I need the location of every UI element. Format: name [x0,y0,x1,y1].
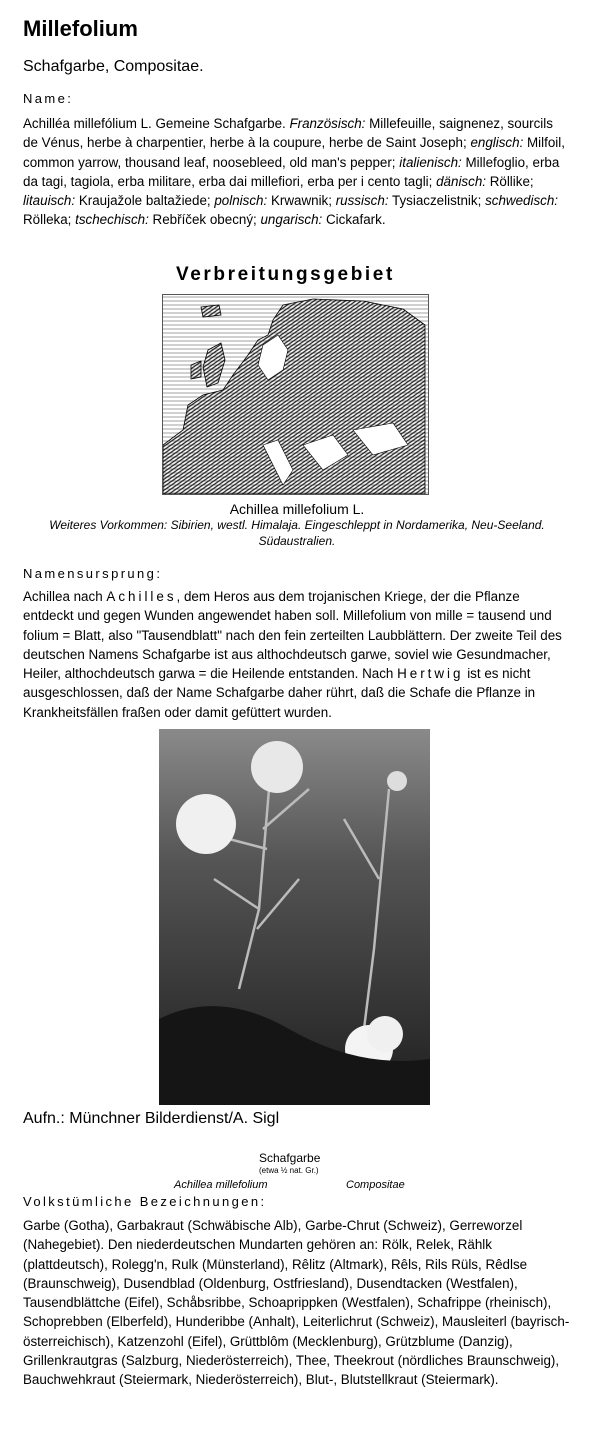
names-english: Milfoil, common yarrow, thousand leaf, noosebleed, old man's pepper; [23,135,565,170]
label-danish: dänisch: [436,173,486,189]
plant-latin: Achillea millefolium [174,1179,268,1191]
names-lithuanian: Kraujažole baltažiede; [78,193,211,209]
map-note: Weiteres Vorkommen: Sibirien, westl. Himalaja. Eingeschleppt in Nordamerika, Neu-Seeland. Südaustralien. [49,518,545,548]
names-french: Millefeuille, saignenez, sourcils de Vénus, herbe à charpentier, herbe à la coupure, herbe de Saint Joseph; [23,116,553,151]
names-danish: Röllike; [489,173,534,189]
origin-heading: Namensursprung: [23,566,163,581]
label-french: Französisch: [289,116,366,131]
name-paragraph [23,114,571,230]
distribution-heading: Verbreitungsgebiet [176,264,395,285]
origin-text-3: ist es nicht ausgeschlossen, daß der Name Schafgarbe daher rührt, daß die Schafe die Pflanze in Krankheitsfällen fraßen oder damit gefüttert wurden. [23,666,536,720]
names-czech: Rebříček obecný; [152,212,257,228]
label-english: englisch: [470,135,524,151]
label-polish: polnisch: [214,193,268,209]
latin-name: Achilléa millefólium L. Gemeine Schafgarbe. [23,116,286,131]
names-hungarian: Cickafark. [326,212,386,228]
origin-text-2: , dem Heros aus dem trojanischen Kriege, der die Pflanze entdeckt und gegen Wunden angewendet haben soll. Millefolium von mille = tausend und folium = Blatt, also "Tausendblatt" nach den fein zerteilten Laubblättern. Der zweite Teil des deutschen Namens Schafgarbe ist aus althochdeutsch garwe, soviel wie Gesundmacher, Heiler, althochdeutsch garwa = die Heilende entstanden. Nach [23,589,562,682]
page-title: Millefolium [23,16,138,41]
yarrow-photo-graphic [159,729,430,1105]
origin-hertwig: Hertwig [397,666,464,682]
names-russian: Tysiaczelistnik; [392,193,482,209]
label-russian: russisch: [335,193,389,209]
europe-map-graphic [163,295,428,494]
names-polish: Krwawnik; [270,193,332,209]
origin-text-1: Achillea nach [23,589,103,604]
plant-size-note: (etwa ½ nat. Gr.) [259,1166,319,1175]
page-subtitle: Schafgarbe, Compositae. [23,58,204,75]
photo-credit: Aufn.: Münchner Bilderdienst/A. Sigl [23,1110,280,1127]
plant-family: Compositae [346,1179,405,1191]
label-swedish: schwedisch: [485,193,558,209]
names-italian: Millefoglio, erba da tagi, tagiola, erba militare, erba dai millefiori, erba per i cento tagli; [23,154,560,189]
name-heading: Name: [23,91,74,106]
origin-paragraph [23,587,571,722]
names-swedish: Rölleka; [23,212,72,228]
label-hungarian: ungarisch: [260,212,323,228]
origin-achilles: Achilles [106,589,177,604]
folk-heading: Volkstümliche Bezeichnungen: [23,1194,267,1209]
folk-paragraph: Garbe (Gotha), Garbakraut (Schwäbische Alb), Garbe-Chrut (Schweiz), Gerreworzel (Nahegebiet). Den niederdeutschen Mundarten gehören an: Rölk, Relek, Rählk (plattdeutsch), Rolegg'n, Rulk (Münsterland), Rêlitz (Altmark), Rêls, Rils Rüls, Rêdlse (Braunschweig), Dusendblad (Oldenburg, Ostfriesland), Dusendtacken (Westfalen), Tausendblättche (Eifel), Schåbsribbe, Schoaprippken (Westfalen), Schafrippe (rheinisch), Schoprebben (Elberfeld), Hunderibbe (Anhalt), Leiterlichrut (Schweiz), Mausleiterl (bayrisch-österreichisch), Katzenzohl (Eifel), Grüttblôm (Mecklenburg), Grützblume (Danzig), Grillenkrautgras (Salzburg, Niederösterreich), Thee, Theekrout (nördliches Braunschweig), Bauchwehkraut (Steiermark, Niederösterreich), Blut-, Blutstellkraut (Steiermark). [23,1218,570,1388]
map-caption: Achillea millefolium L. [229,501,365,517]
label-czech: tschechisch: [75,212,149,228]
distribution-map [162,294,429,495]
label-italian: italienisch: [399,154,462,170]
plant-name: Schafgarbe [259,1151,321,1165]
yarrow-photo [159,729,430,1105]
label-lithuanian: litauisch: [23,193,76,209]
